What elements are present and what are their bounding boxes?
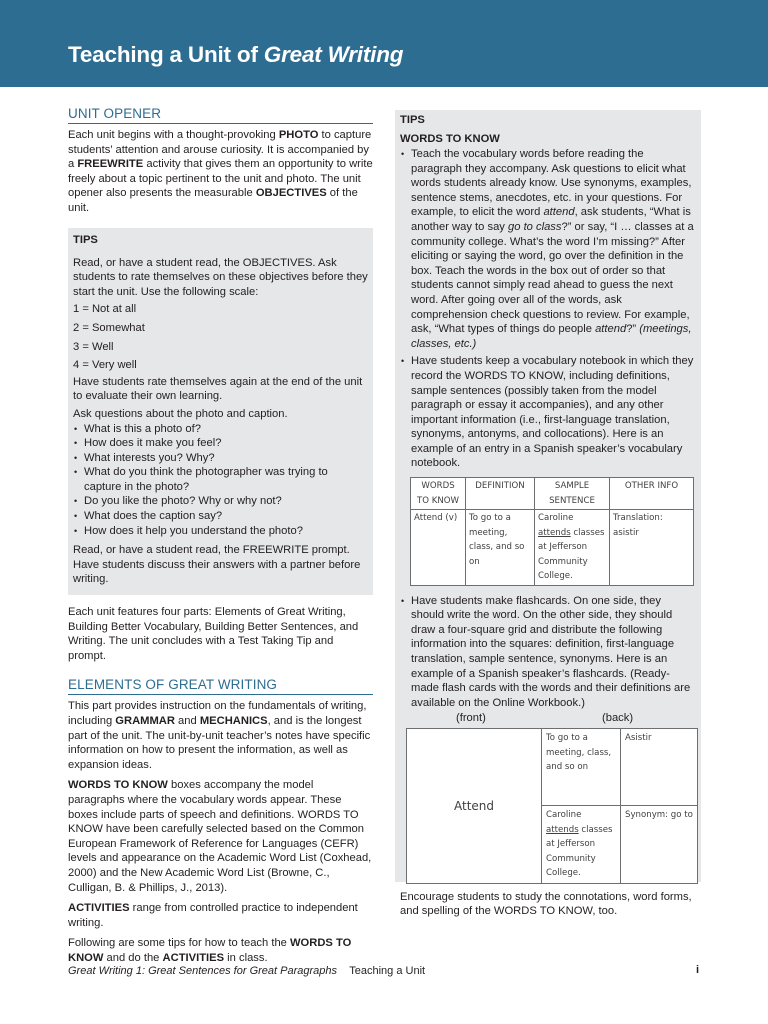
list-item: • What does the caption say? xyxy=(73,509,368,524)
column-header: SAMPLE SENTENCE xyxy=(535,478,610,510)
list-item: • What interests you? Why? xyxy=(73,451,368,466)
scale-item: 3 = Well xyxy=(73,340,114,353)
unit-opener-tips-box xyxy=(68,228,373,595)
words-to-know-tips-list xyxy=(400,147,696,471)
scale-item: 1 = Not at all xyxy=(73,303,137,316)
photo-questions-list xyxy=(73,422,368,539)
footer: Great Writing 1: Great Sentences for Great Paragraphs Teaching a Unit xyxy=(68,965,426,977)
elements-paragraph: This part provides instruction on the fundamentals of writing, including GRAMMAR and MECHANICS, and is the longest part of the unit. The unit-by-unit teacher’s notes have specific information on how to present the information, as well as expansion ideas. xyxy=(68,700,371,771)
tips-rate-again: Have students rate themselves again at the end of the unit to evaluate their own learning. xyxy=(73,375,363,403)
list-item: • Have students keep a vocabulary notebook in which they record the WORDS TO KNOW, including definitions, sample sentences (possibly taken from the model paragraph or essay it accompanies), and any other important information (i.e., first-language translation, synonyms, antonyms, and collocations). Here is an example of an entry in a Spanish speaker’s vocabulary notebook. xyxy=(400,354,696,471)
right-column xyxy=(395,110,701,918)
list-item: • Teach the vocabulary words before reading the paragraph they accompany. Ask questions to elicit what words students already know. Use synonyms, examples, sentence stems, anecdotes, etc. in your questions. For example, to elicit the word attend, ask students, “What is another way to say go to class?” or say, “I … classes at a community college. What’s the word I’m missing?” After eliciting or saying the word, go over the definition in the box. Teach the words in the box out of order so that students cannot simply read ahead to guess the next word. After going over all of the words, ask comprehension check questions to review. For example, ask, “What types of things do people attend?” (meetings, classes, etc.) xyxy=(400,147,696,351)
column-header: WORDS TO KNOW xyxy=(411,478,466,510)
section-heading-unit-opener: UNIT OPENER xyxy=(68,106,373,124)
flashcard-front-word: Attend xyxy=(407,729,542,884)
list-item: • What do you think the photographer was trying to capture in the photo? xyxy=(73,465,368,494)
list-item: • How does it help you understand the photo? xyxy=(73,524,368,539)
list-item: • Have students make flashcards. On one side, they should write the word. On the other side, they should draw a four-square grid and distribute the following information into the squares: definition, first-language translation, sample sentence, synonyms. Here is an example of a Spanish speaker’s flashcards. (Ready-made flash cards with the words and their definitions are available on the Online Workbook.) xyxy=(400,594,696,711)
flashcard-synonym: Synonym: go to xyxy=(621,806,698,884)
page-number: i xyxy=(696,964,700,976)
table-cell: To go to a meeting, class, and so on xyxy=(466,510,535,586)
tips-title: TIPS xyxy=(73,233,98,246)
vocabulary-notebook-table xyxy=(410,477,694,586)
unit-opener-paragraph: Each unit begins with a thought-provoking PHOTO to capture students’ attention and arouse curiosity. It is accompanied by a FREEWRITE activity that gives them an opportunity to write freely about a topic pertinent to the unit and photo. The unit opener also presents the measurable OBJECTIVES of the unit. xyxy=(68,129,373,214)
tips-freewrite: Read, or have a student read, the FREEWRITE prompt. Have students discuss their answers with a partner before writing. xyxy=(73,544,361,586)
activities-paragraph: ACTIVITIES range from controlled practice to independent writing. xyxy=(68,902,358,929)
tips-subtitle: WORDS TO KNOW xyxy=(400,133,500,145)
table-cell: Translation: asistir xyxy=(610,510,694,586)
table-row xyxy=(411,510,694,586)
header-banner xyxy=(0,0,768,87)
left-column xyxy=(68,106,373,972)
section-heading-elements: ELEMENTS OF GREAT WRITING xyxy=(68,677,373,695)
tips-ask-questions: Ask questions about the photo and caption. xyxy=(73,407,288,420)
words-to-know-paragraph: WORDS TO KNOW boxes accompany the model paragraphs where the vocabulary words appear. These boxes include parts of speech and definitions. WORDS TO KNOW have been carefully selected based on the Common European Framework of Reference for Languages (CEFR) levels and appearance on the Academic Word List (Coxhead, 2000) and the New Academic Word List (Browne, C., Culligan, B. & Phillips, J., 2013). xyxy=(68,779,372,894)
table-row xyxy=(407,729,698,806)
list-item: • How does it make you feel? xyxy=(73,436,368,451)
flashcard-definition: To go to a meeting, class, and so on xyxy=(542,729,621,806)
column-header: OTHER INFO xyxy=(610,478,694,510)
flashcard-translation: Asistir xyxy=(621,729,698,806)
flashcard-labels xyxy=(400,710,696,726)
column-header: DEFINITION xyxy=(466,478,535,510)
tips-title: TIPS xyxy=(400,114,425,126)
page-title: Teaching a Unit of Great Writing xyxy=(68,42,404,67)
list-item: • Do you like the photo? Why or why not? xyxy=(73,494,368,509)
scale-item: 2 = Somewhat xyxy=(73,321,145,334)
flashcard-tips-list xyxy=(400,594,696,711)
table-cell: Caroline attends classes at Jefferson Community College. xyxy=(535,510,610,586)
table-header-row xyxy=(411,478,694,510)
front-label: (front) xyxy=(456,712,486,725)
following-tips-paragraph: Following are some tips for how to teach the WORDS TO KNOW and do the ACTIVITIES in class. xyxy=(68,937,352,964)
flashcard-sample-sentence: Caroline attends classes at Jefferson Community College. xyxy=(542,806,621,884)
scale-item: 4 = Very well xyxy=(73,359,137,372)
tips-intro: Read, or have a student read, the OBJECTIVES. Ask students to rate themselves on these objectives before they start the unit. Use the following scale: xyxy=(73,256,368,298)
list-item: • What is this a photo of? xyxy=(73,422,368,437)
table-cell: Attend (v) xyxy=(411,510,466,586)
closing-paragraph: Encourage students to study the connotations, word forms, and spelling of the WORDS TO KNOW, too. xyxy=(400,890,692,918)
words-to-know-tips-box xyxy=(395,110,701,918)
flashcard-table xyxy=(406,728,698,884)
back-label: (back) xyxy=(602,712,634,725)
four-parts-paragraph: Each unit features four parts: Elements of Great Writing, Building Better Vocabulary, Building Better Sentences, and Writing. The unit concludes with a Test Taking Tip and prompt. xyxy=(68,606,359,662)
